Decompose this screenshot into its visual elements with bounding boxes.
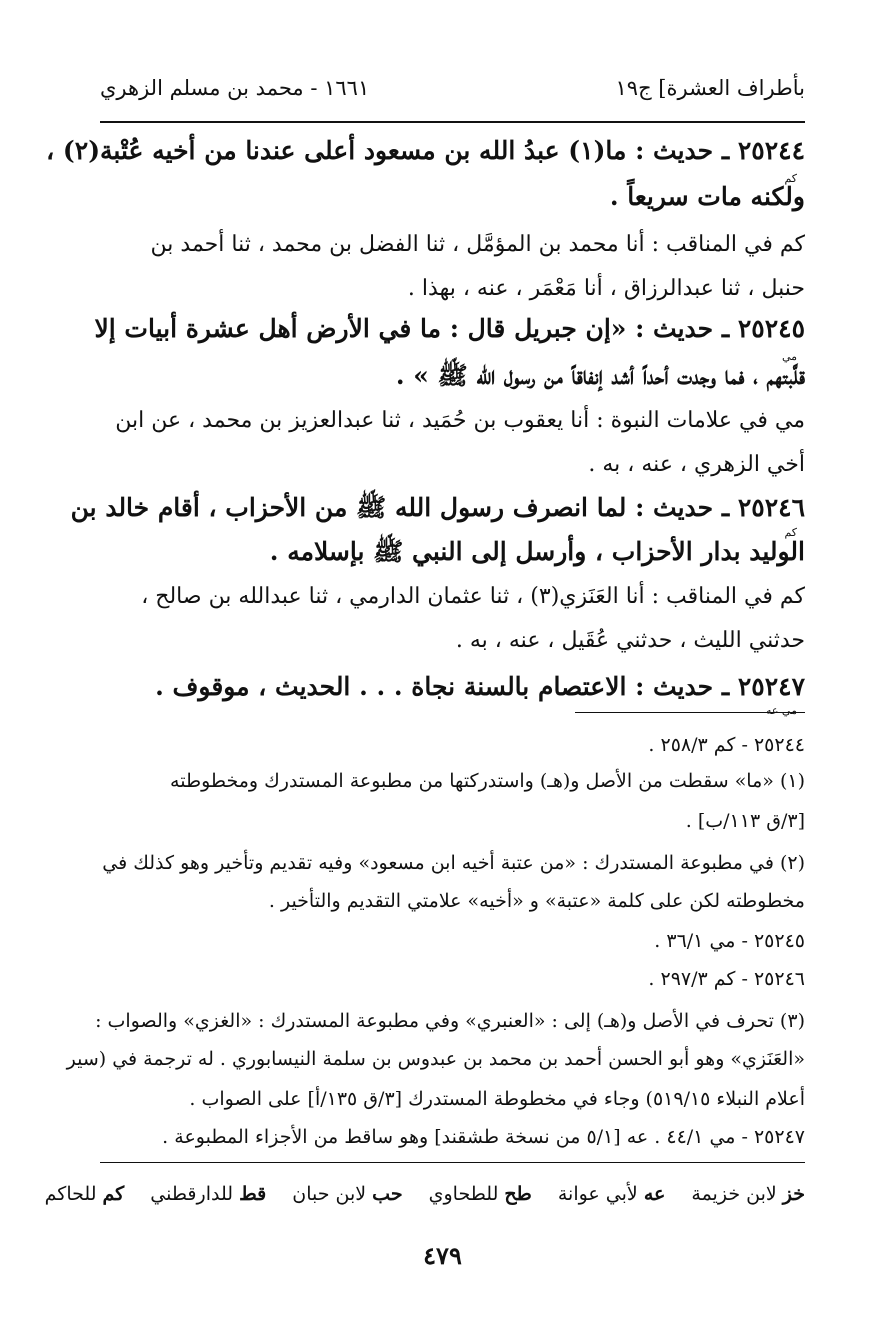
- abbreviation-rule: [100, 1162, 805, 1163]
- source-siglum: مي عه: [765, 704, 797, 717]
- abbreviation-key: [44, 1183, 805, 1205]
- abbr-code: قط: [239, 1183, 267, 1205]
- header-rule: [100, 121, 805, 123]
- footnote-separator: [575, 712, 805, 713]
- hadith-text-line: الوليد بدار الأحزاب ، وأرسل إلى النبي ﷺ بإسلامه .: [269, 537, 805, 566]
- header-chapter-title: ١٦٦١ - محمد بن مسلم الزهري: [100, 76, 370, 100]
- abbr-name: لابن خزيمة: [691, 1183, 777, 1205]
- hadith-entry-25245: [94, 310, 805, 490]
- footnote-line: (١) «ما» سقطت من الأصل و(هـ) واستدركتها من مطبوعة المستدرك ومخطوطته: [170, 770, 805, 792]
- abbr-code: عه: [643, 1183, 666, 1205]
- abbr-code: كم: [102, 1183, 125, 1205]
- footnote-line: «العَنَزي» وهو أبو الحسن أحمد بن محمد بن عبدوس بن سلمة النيسابوري . له ترجمة في (سير: [66, 1048, 805, 1070]
- footnote-line: [٣/ق ١١٣/ب] .: [685, 810, 805, 832]
- hadith-text-line: ٢٥٢٤٧ ـ حديث : الاعتصام بالسنة نجاة . . . الحديث ، موقوف .: [155, 672, 805, 701]
- isnad-line: كم في المناقب : أنا محمد بن المؤمَّل ، ثنا الفضل بن محمد ، ثنا أحمد بن: [150, 232, 805, 257]
- source-siglum: كم: [784, 526, 797, 539]
- footnote-line: (٢) في مطبوعة المستدرك : «من عتبة أخيه ابن مسعود» وفيه تقديم وتأخير وهو كذلك في: [102, 852, 805, 874]
- abbr-name: للدارقطني: [150, 1183, 234, 1205]
- abbr-name: للحاكم: [44, 1183, 97, 1205]
- hadith-text-line: قلَّبتهم ، فما وجدت أحداً أشد إنفاقاً من رسول الله ﷺ » .: [395, 361, 805, 390]
- header-book-title: بأطراف العشرة] ج١٩: [615, 76, 805, 100]
- abbr-code: حب: [372, 1183, 403, 1205]
- footnote-line: ٢٥٢٤٦ - كم ٢٩٧/٣ .: [648, 968, 805, 990]
- footnote-line: ٢٥٢٤٧ - مي ٤٤/١ . عه [٥/١ من نسخة طشقند] وهو ساقط من الأجزاء المطبوعة .: [162, 1126, 805, 1148]
- isnad-line: مي في علامات النبوة : أنا يعقوب بن حُمَيد ، ثنا عبدالعزيز بن محمد ، عن ابن: [115, 408, 805, 433]
- isnad-line: حنبل ، ثنا عبدالرزاق ، أنا مَعْمَر ، عنه ، بهذا .: [407, 276, 805, 301]
- hadith-text-line: ٢٥٢٤٤ ـ حديث : ما(١) عبدُ الله بن مسعود أعلى عندنا من أخيه عُتْبة(٢) ،: [46, 136, 805, 165]
- isnad-line: كم في المناقب : أنا العَنَزي(٣) ، ثنا عثمان الدارمي ، ثنا عبدالله بن صالح ،: [141, 584, 805, 609]
- footnote-line: (٣) تحرف في الأصل و(هـ) إلى : «العنبري» وفي مطبوعة المستدرك : «الغزي» والصواب :: [95, 1010, 805, 1032]
- isnad-line: حدثني الليث ، حدثني عُقَيل ، عنه ، به .: [455, 628, 805, 653]
- footnote-line: أعلام النبلاء ٥١٩/١٥) وجاء في مخطوطة المستدرك [٣/ق ١٣٥/أ] على الصواب .: [189, 1088, 805, 1110]
- running-header: [100, 72, 805, 108]
- footnote-line: مخطوطته لكن على كلمة «عتبة» و «أخيه» علامتي التقديم والتأخير .: [268, 890, 805, 912]
- hadith-text-line: ولكنه مات سريعاً .: [609, 182, 805, 211]
- page-number: ٤٧٩: [423, 1241, 462, 1270]
- abbr-code: خز: [782, 1183, 805, 1205]
- hadith-entry-25246: [70, 488, 805, 668]
- source-siglum: كم: [784, 172, 797, 185]
- hadith-text-line: ٢٥٢٤٥ ـ حديث : «إن جبريل قال : ما في الأرض أهل عشرة أبيات إلا: [94, 314, 805, 343]
- hadith-text-line: ٢٥٢٤٦ ـ حديث : لما انصرف رسول الله ﷺ من الأحزاب ، أقام خالد بن: [70, 493, 805, 522]
- abbr-name: لابن حبان: [292, 1183, 367, 1205]
- footnote-line: ٢٥٢٤٤ - كم ٢٥٨/٣ .: [648, 734, 805, 756]
- source-siglum: مي: [781, 350, 797, 363]
- abbr-name: للطحاوي: [428, 1183, 499, 1205]
- abbr-code: طح: [504, 1183, 532, 1205]
- footnote-line: ٢٥٢٤٥ - مي ٣٦/١ .: [654, 930, 805, 952]
- abbr-name: لأبي عوانة: [557, 1183, 638, 1205]
- hadith-entry-25244: [46, 132, 805, 322]
- isnad-line: أخي الزهري ، عنه ، به .: [588, 452, 805, 477]
